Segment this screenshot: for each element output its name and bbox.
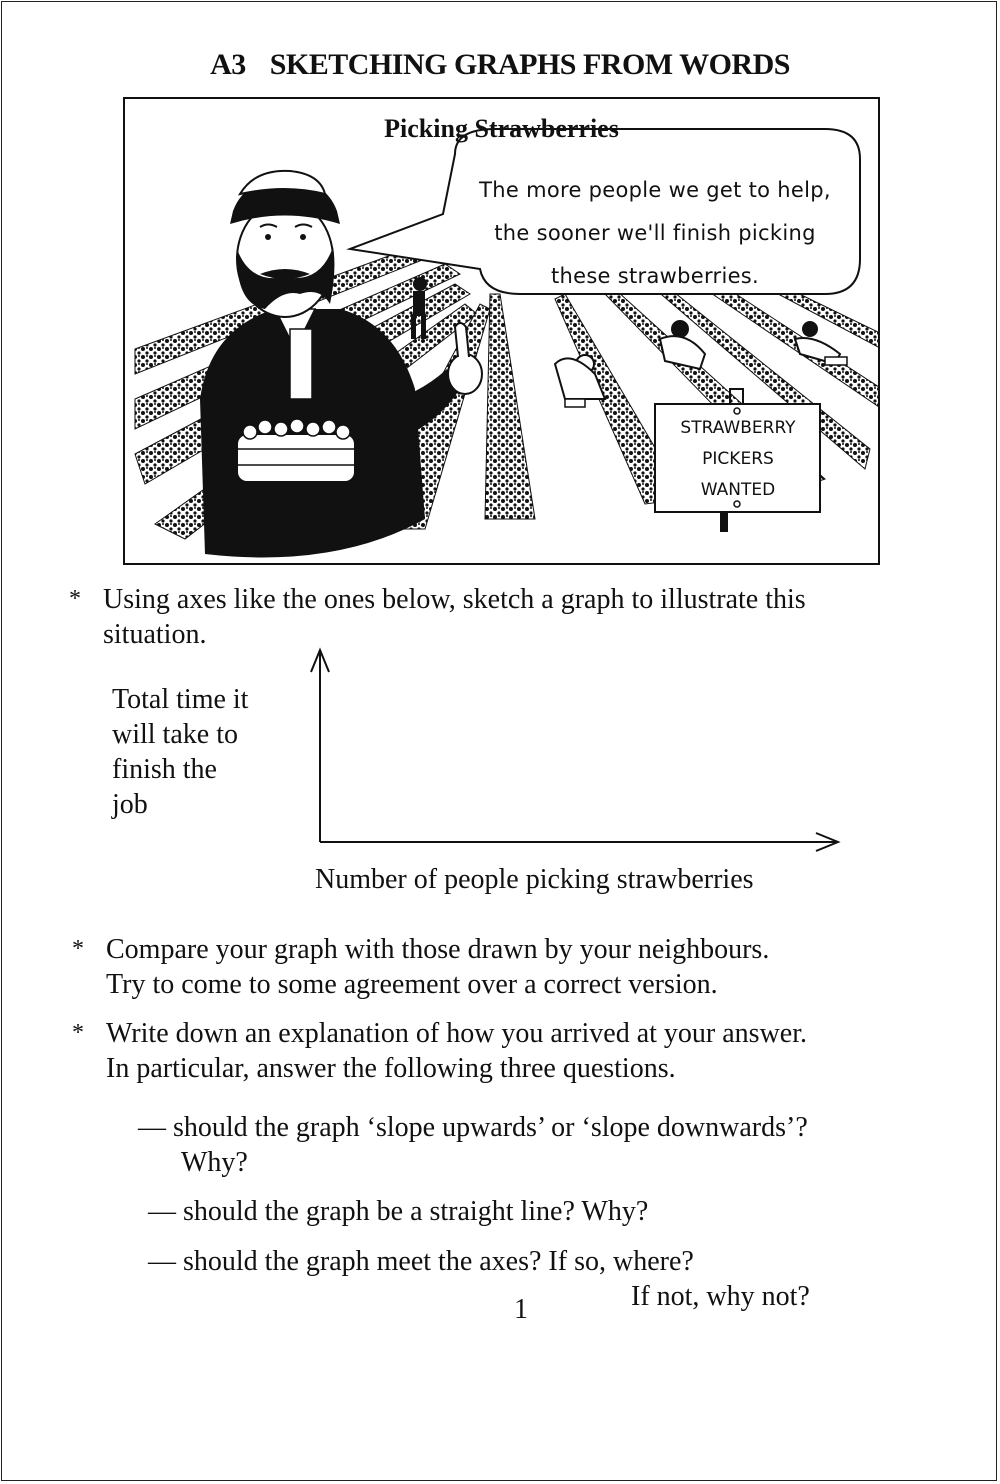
question-line: — should the graph ‘slope upwards’ or ‘slope downwards’? (138, 1112, 808, 1143)
instruction-line: Compare your graph with those drawn by your neighbours. (106, 934, 770, 965)
instruction-3 (72, 1016, 807, 1086)
instruction-line: In particular, answer the following three questions. (106, 1053, 676, 1084)
question-line: If not, why not? (631, 1281, 810, 1312)
speech-line: the sooner we'll finish picking (494, 221, 816, 245)
speech-line: these strawberries. (550, 264, 760, 288)
question-2 (148, 1194, 648, 1229)
sign-text (663, 413, 813, 506)
question-1 (138, 1110, 808, 1180)
y-label-line: finish the (112, 754, 217, 785)
sign-line: PICKERS (702, 449, 774, 469)
instruction-line: situation. (103, 619, 207, 650)
illustration-title: Picking Strawberries (384, 114, 619, 143)
question-line: — should the graph meet the axes? If so, where? (148, 1246, 694, 1277)
section-code: A3 (210, 48, 246, 81)
speech-line: The more people we get to help, (479, 178, 831, 202)
question-3 (148, 1244, 810, 1314)
page-title (0, 48, 1000, 82)
strawberry-illustration (123, 97, 880, 565)
page-number: 1 (514, 1294, 528, 1325)
question-line: — should the graph be a straight line? Why? (148, 1196, 649, 1227)
y-label-line: will take to (112, 719, 238, 750)
instruction-2 (72, 932, 770, 1002)
question-line: Why? (181, 1147, 248, 1178)
bullet-marker: * (69, 586, 81, 612)
speech-bubble-text (445, 169, 865, 298)
bullet-marker: * (72, 1020, 84, 1046)
instruction-line: Write down an explanation of how you arrived at your answer. (106, 1018, 807, 1049)
y-label-line: Total time it (112, 684, 249, 715)
y-axis-label (112, 682, 302, 822)
x-axis-label: Number of people picking strawberries (315, 864, 754, 895)
instruction-1 (69, 582, 806, 652)
sign-line: STRAWBERRY (680, 418, 796, 438)
instruction-line: Using axes like the ones below, sketch a graph to illustrate this (103, 584, 806, 615)
sign-line: WANTED (700, 480, 776, 500)
section-title: SKETCHING GRAPHS FROM WORDS (269, 48, 790, 81)
instruction-line: Try to come to some agreement over a correct version. (106, 969, 718, 1000)
bullet-marker: * (72, 936, 84, 962)
y-label-line: job (112, 789, 148, 820)
